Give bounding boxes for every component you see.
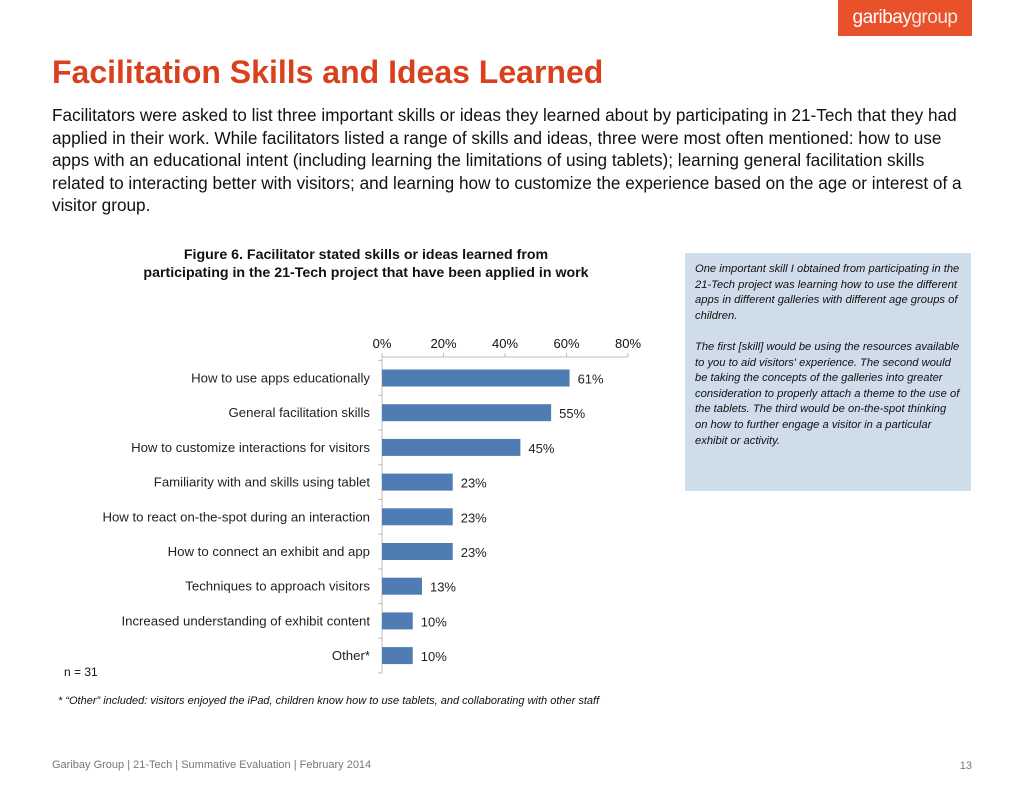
quote-box xyxy=(685,253,971,491)
bar xyxy=(382,404,551,421)
chart-category-labels xyxy=(102,371,370,664)
value-label: 10% xyxy=(420,614,447,630)
value-label: 45% xyxy=(528,440,555,456)
footnote: * “Other” included: visitors enjoyed the iPad, children know how to use tablets, and collaborating with other staff xyxy=(58,695,600,707)
bar xyxy=(382,508,453,525)
bar xyxy=(382,578,422,595)
category-label: How to connect an exhibit and app xyxy=(167,544,370,559)
bar xyxy=(382,543,453,560)
category-label: General facilitation skills xyxy=(228,405,370,421)
category-label: Techniques to approach visitors xyxy=(185,578,370,594)
category-label: Increased understanding of exhibit content xyxy=(121,613,370,629)
bar xyxy=(382,474,453,491)
chart-tick-labels xyxy=(373,336,642,351)
value-label: 10% xyxy=(420,649,447,665)
x-tick-label: 60% xyxy=(553,336,580,351)
sample-size-label: n = 31 xyxy=(64,665,98,679)
figure-title xyxy=(108,246,624,282)
value-label: 23% xyxy=(460,545,487,560)
intro-paragraph: Facilitators were asked to list three important skills or ideas they learned about by participating in 21-Tech that they had applied in their work. While facilitators listed a range of skills and ideas, three were most often mentioned: how to use apps with an educational intent (including learning the limitations of using tablets); learning general facilitation skills related to interacting better with visitors; and learning how to customize the experience based on the age or interest of a visitor group. xyxy=(52,105,962,215)
x-tick-label: 40% xyxy=(491,336,519,351)
category-label: How to customize interactions for visitors xyxy=(131,439,370,455)
quote-paragraph-2: The first [skill] would be using the resources available to you to aid visitors' experience. The second would be taking the concepts of the galleries into greater consideration to properly attach a theme to the use of the tablets. The third would be on-the-spot thinking on how to further engage a visitor in a particular exhibit or activity. xyxy=(695,340,960,447)
value-label: 23% xyxy=(460,510,487,526)
figure-title-line1: Figure 6. Facilitator stated skills or ideas learned from xyxy=(183,247,549,263)
garibay-group-logo xyxy=(838,0,972,36)
value-label: 13% xyxy=(429,579,457,595)
logo-text-part2: group xyxy=(911,7,958,28)
footer-text: Garibay Group | 21-Tech | Summative Evaluation | February 2014 xyxy=(52,759,372,771)
value-label: 55% xyxy=(559,406,586,422)
bar xyxy=(382,370,570,387)
page-title: Facilitation Skills and Ideas Learned xyxy=(52,54,604,90)
category-label: How to react on-the-spot during an interaction xyxy=(102,509,370,525)
x-tick-label: 80% xyxy=(614,336,642,351)
quote-paragraph-1: One important skill I obtained from participating in the 21-Tech project was learning how to use the different apps in different galleries with different age groups of children. xyxy=(695,263,960,322)
x-tick-label: 0% xyxy=(372,336,392,351)
category-label: Other* xyxy=(331,648,370,664)
bar-chart xyxy=(0,330,680,682)
x-tick-label: 20% xyxy=(430,336,457,351)
bar xyxy=(382,647,413,664)
bar xyxy=(382,612,413,629)
category-label: Familiarity with and skills using tablet xyxy=(153,474,370,490)
value-label: 23% xyxy=(460,475,487,491)
figure-title-line2: participating in the 21-Tech project that have been applied in work xyxy=(143,265,589,281)
logo-text-part1: garibay xyxy=(852,7,912,28)
value-label: 61% xyxy=(577,371,604,387)
bar xyxy=(382,439,520,456)
category-label: How to use apps educationally xyxy=(191,370,370,386)
page-number: 13 xyxy=(959,760,972,772)
